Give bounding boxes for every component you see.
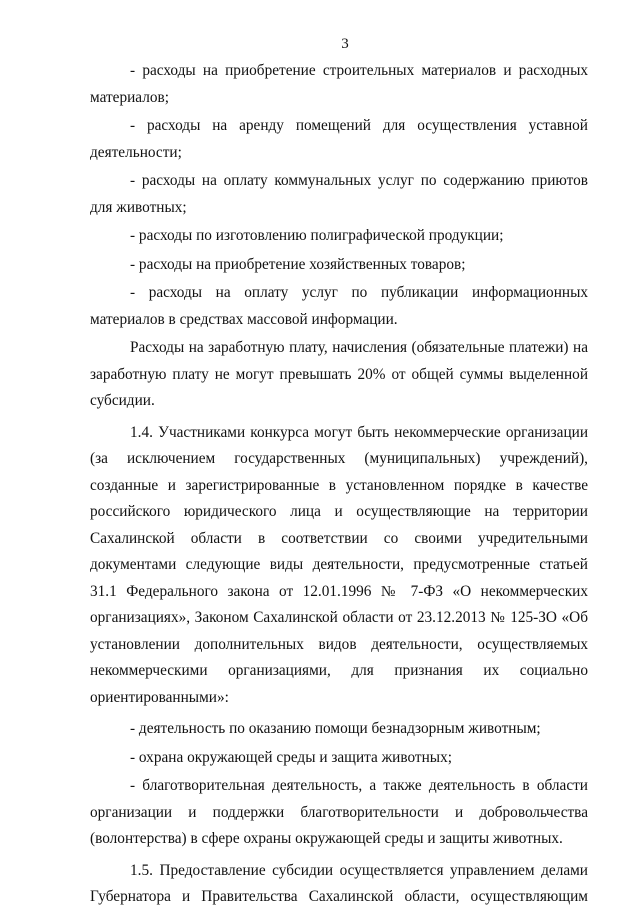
paragraph-charity: - благотворительная деятельность, а также деятельность в области организации и поддержки благотворительности и добровольчества (волонтерства) в сфере охраны окружающей среды и защиты животных. [90, 777, 588, 847]
paragraph-1-5-subsidy: 1.5. Предоставление субсидии осуществляется управлением делами Губернатора и Правительства Сахалинской области, осуществляющим [90, 861, 588, 905]
paragraph-environment-protection: - охрана окружающей среды и защита животных; [130, 748, 452, 766]
page-number: 3 [341, 36, 349, 52]
paragraph-building-materials: - расходы на приобретение строительных материалов и расходных материалов; [90, 62, 588, 106]
paragraph-utilities: - расходы на оплату коммунальных услуг по содержанию приютов для животных; [90, 172, 588, 216]
paragraph-printing: - расходы по изготовлению полиграфической продукции; [130, 227, 504, 244]
paragraph-premises-rent: - расходы на аренду помещений для осуществления уставной деятельности; [90, 117, 588, 161]
paragraph-salary-limit: Расходы на заработную плату, начисления (обязательные платежи) на заработную плату не могут превышать 20% от общей суммы выделенной субсидии. [90, 339, 588, 409]
paragraph-1-4-participants: 1.4. Участниками конкурса могут быть некоммерческие организации (за исключением государственных (муниципальных) учреждений), созданные и зарегистрированные в установленном порядке в качестве российского юридического лица и осуществляющие на территории Сахалинской области в соответствии со своими учредительными документами следующие виды деятельности, предусмотренные статьей 31.1 Федерального закона от 12.01.1996 № 7-ФЗ «О некоммерческих организациях», Законом Сахалинской области от 23.12.2013 № 125-ЗО «Об установлении дополнительных видов деятельности, осуществляемых некоммерческими организациями, для признания их социально ориентированными»: [90, 423, 588, 706]
paragraph-household-goods: - расходы на приобретение хозяйственных товаров; [130, 255, 466, 273]
document-body [90, 58, 588, 911]
paragraph-homeless-animals: - деятельность по оказанию помощи безнадзорным животным; [130, 720, 541, 737]
paragraph-media-publication: - расходы на оплату услуг по публикации информационных материалов в средствах массовой информации. [90, 284, 588, 328]
